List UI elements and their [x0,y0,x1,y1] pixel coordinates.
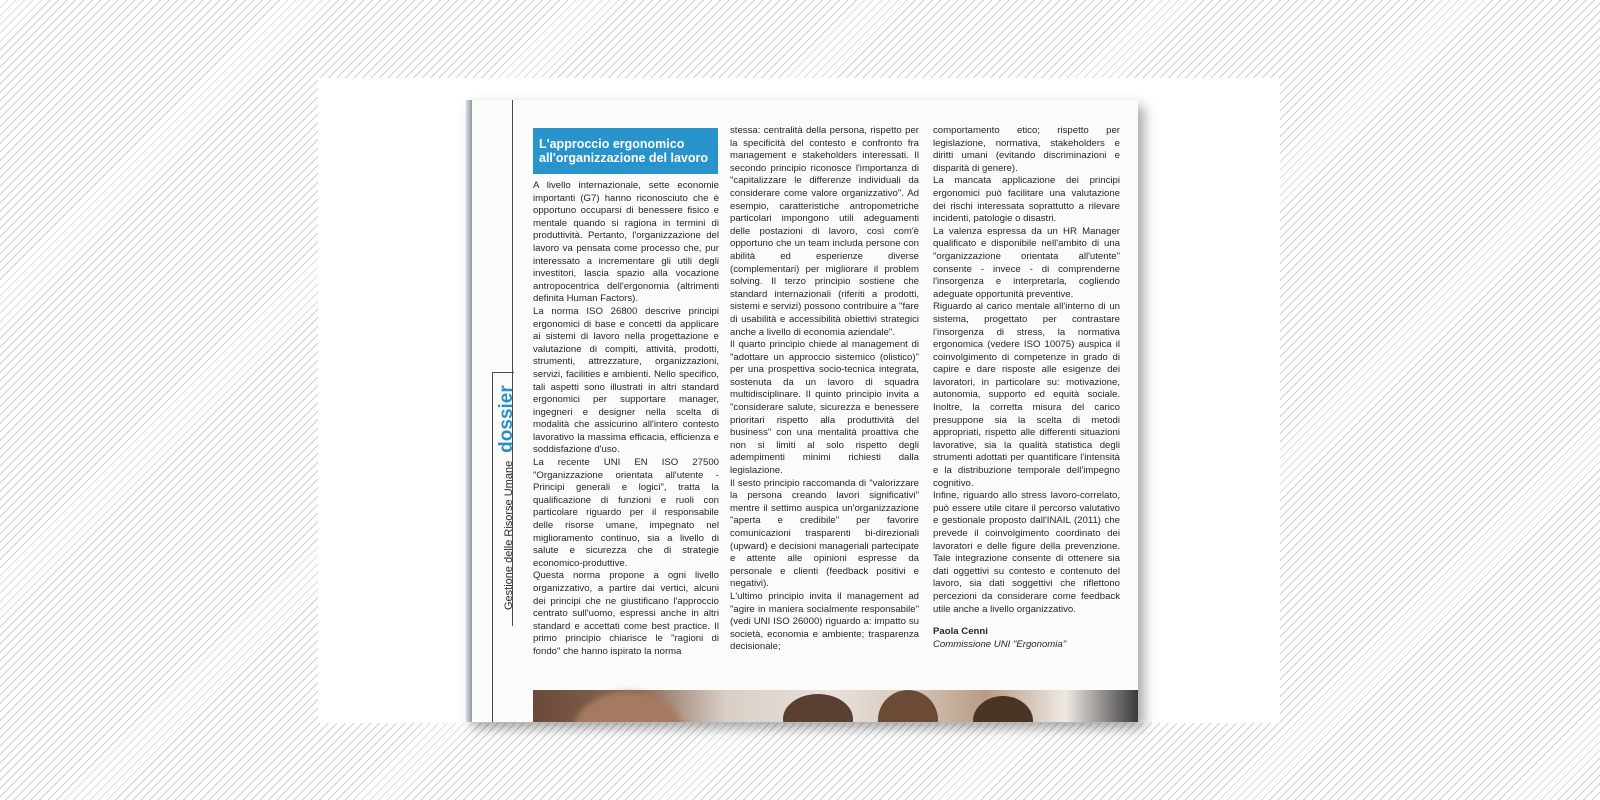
spine-dossier-label: dossier [496,385,517,453]
paragraph: L'ultimo principio invita il management ad "agire in maniera socialmente responsabile" (vedi UNI ISO 26000) riguardo a: impatto su società, economia e ambiente; trasparenza decisionale; [730,590,919,653]
photo-person [878,690,938,722]
paragraph: Il quarto principio chiede al management di "adottare un approccio sistemico (olistico)" per una prospettiva socio-tecnica integrata, sostenuta da un lavoro di squadra multidisciplinare. Il quinto principio invita a "considerare salute, sicurezza e benessere prioritari rispetto alla produttività del business" con una mentalità proattiva che non si limiti al solo rispetto degli adempimenti minimi richiesti dalla legislazione. [730,339,919,477]
photo-person [573,692,683,722]
paragraph: La recente UNI EN ISO 27500 "Organizzazione orientata all'utente - Principi generali e logici", tratta la qualificazione di funzioni e ruoli con particolare riguardo per il responsabile delle risorse umane, impegnato nel miglioramento continuo, sia a livello di salute e sicurezza che di strategie economico-produttive. [533,457,719,569]
paragraph: La mancata applicazione dei principi ergonomici può facilitare una valutazione dei rischi interessata soprattutto a rilevare incidenti, patologie o disastri. [933,175,1120,225]
page-binding-edge [466,100,472,722]
team-photo [533,690,1138,722]
paragraph: La valenza espressa da un HR Manager qualificato e disponibile nell'ambito di una "organizzazione orientata all'utente" consente - invece - di comprenderne l'insorgenza e interpretarla, cogliendo adeguate opportunità preventive. [933,225,1120,300]
paragraph: Infine, riguardo allo stress lavoro-correlato, può essere utile citare il percorso valutativo e gestionale proposto dall'INAIL (2011) che prevede il coinvolgimento coordinato dei lavoratori e delle figure della prevenzione. Tale integrazione consente di ottenere sia dati oggettivi su contesto e contenuto del lavoro, sia dati soggettivi che riflettono percezioni da considerare come feedback utile anche a livello organizzativo. [933,490,1120,615]
spine-label [496,385,518,610]
spine-section-name: Gestione delle Risorse Umane [503,460,515,610]
column-3 [933,125,1120,651]
photo-person [783,694,853,722]
paragraph: Il sesto principio raccomanda di "valorizzare la persona creando lavori significativi" mentre il settimo auspica un'organizzazione "aperta e credibile" per favorire comunicazioni trasparenti bi-direzionali (upward) e decisioni manageriali partecipate e attente alle opinioni espresse da personale e clienti (feedback positivi e negativi). [730,477,919,590]
paragraph: comportamento etico; rispetto per legislazione, normativa, stakeholders e diritti umani (evitando discriminazioni e disparità di genere). [933,125,1120,174]
paragraph: stessa: centralità della persona, rispetto per la specificità del contesto e confronto fra management e stakeholders interessati. Il secondo principio riconosce l'importanza di "capitalizzare le differenze individuali da considerare come valore organizzativo". Ad esempio, caratteristiche antropometriche particolari impongono utili adeguamenti delle postazioni di lavoro, così com'è opportuno che un team includa persone con abilità ed esperienze diverse (complementari) per migliorare il problem solving. Il terzo principio sostiene che standard internazionali (riferiti a prodotti, sistemi e servizi) possono contribuire a "fare di usabilità e accessibilità obiettivi strategici anche a livello di economia aziendale". [730,125,919,338]
column-2 [730,125,919,654]
author-role: Commissione UNI "Ergonomia" [933,638,1067,650]
author-name: Paola Cenni [933,626,988,638]
author-signature [933,626,1120,651]
photo-person [973,696,1033,722]
article-title: L'approccio ergonomico all'organizzazione del lavoro [533,128,718,174]
paragraph: Questa norma propone a ogni livello organizzativo, a partire dai vertici, alcuni dei principi che ne giustificano l'approccio centrato sull'uomo, espressi anche in altri standard e accettati come best practice. Il primo principio chiarisce le "ragioni di fondo" che hanno ispirato la norma [533,570,719,657]
column-1 [533,180,719,659]
paragraph: Riguardo al carico mentale all'interno di un sistema, progettato per contrastare l'insorgenza di stress, la normativa ergonomica (vedere ISO 10075) auspica il coinvolgimento di competenze in grado di capire e dare risposte alle esigenze dei lavoratori, in particolare su: motivazione, autonomia, supporto ed equità sociale. Inoltre, la corretta misura del carico presuppone sia la scelta di metodi appropriati, rispetto alle differenti situazioni lavorative, sia la qualità statistica degli strumenti adottati per quantificare l'intensità e la distribuzione temporale dell'impegno cognitivo. [933,301,1120,489]
paragraph: La norma ISO 26800 descrive principi ergonomici di base e concetti da applicare ai sistemi di lavoro nella progettazione e valutazione di compiti, attività, prodotti, strumenti, attrezzature, organizzazioni, servizi, facilities e ambienti. Nello specifico, tali aspetti sono illustrati in altri standard ergonomici per supportare manager, ingegneri e designer nella scelta di modalità che assicurino all'intero contesto lavorativo la massima efficacia, efficienza e soddisfazione d'uso. [533,305,719,456]
magazine-page [466,100,1138,722]
paragraph: A livello internazionale, sette economie importanti (G7) hanno riconosciuto che è opportuno occuparsi di benessere fisico e mentale quando si ragiona in termini di produttività. Pertanto, l'organizzazione del lavoro va pensata come processo che, pur interessato a incrementare gli utili degli investitori, lascia spazio alla vocazione antropocentrica dell'ergonomia (altrimenti definita Human Factors). [533,180,719,305]
section-spine [492,100,516,722]
